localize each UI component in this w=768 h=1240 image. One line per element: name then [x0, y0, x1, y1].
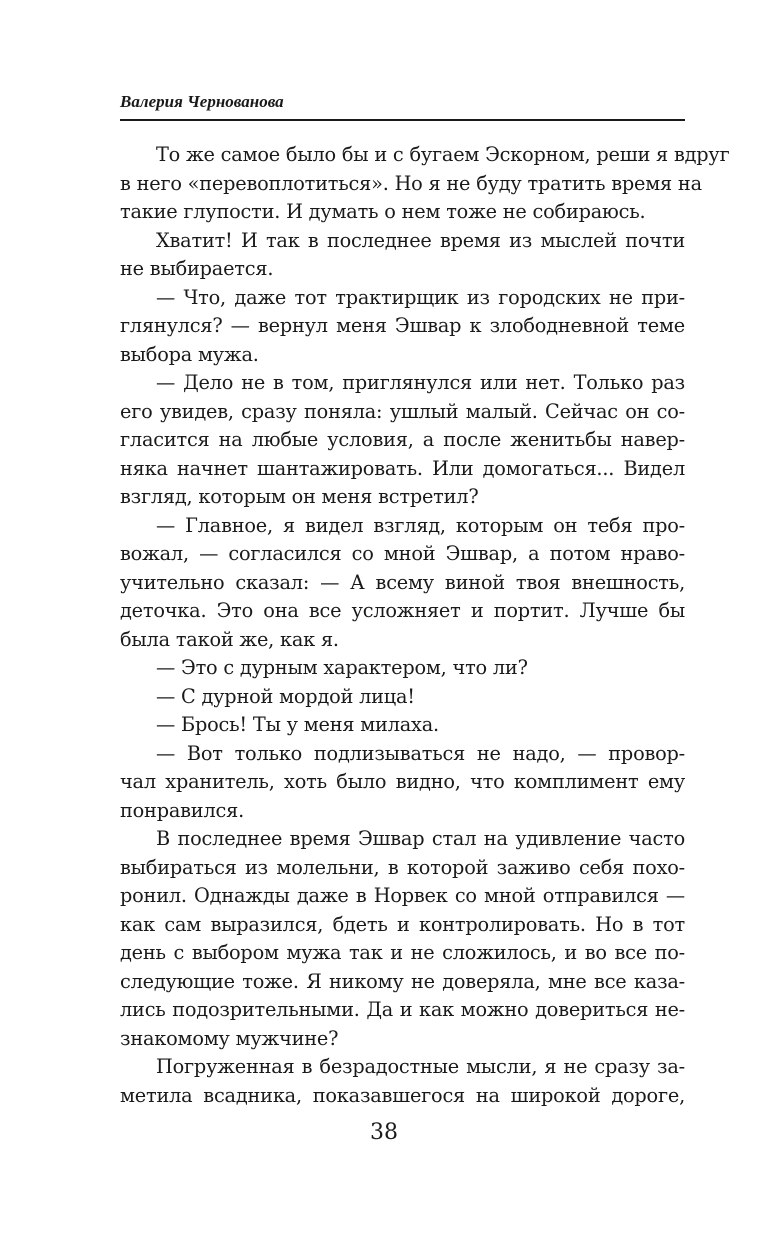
paragraph: [120, 1053, 685, 1110]
text-line: гласится на любые условия, а после женитьбы навер-: [120, 428, 685, 451]
text-line: в него «перевоплотиться». Но я не буду тратить время на: [120, 171, 702, 195]
text-line: В последнее время Эшвар стал на удивление часто: [156, 827, 685, 850]
text-line: глянулся? — вернул меня Эшвар к злободневной теме: [120, 314, 685, 337]
paragraph: [120, 284, 685, 370]
text-line: день с выбором мужа так и не сложилось, и во все по-: [120, 941, 685, 964]
text-line: Погруженная в безрадостные мысли, я не сразу за-: [156, 1055, 685, 1078]
text-line: — Что, даже тот трактирщик из городских не при-: [156, 285, 685, 309]
text-line: — Брось! Ты у меня милаха.: [156, 713, 439, 736]
text-line: лись подозрительными. Да и как можно довериться не-: [120, 998, 685, 1021]
text-line: метила всадника, показавшегося на широкой дороге,: [120, 1083, 685, 1107]
text-line: То же самое было бы и с бугаем Эскорном, реши я вдруг: [156, 143, 730, 166]
paragraph: [120, 654, 685, 683]
paragraph: [120, 369, 685, 512]
text-line: деточка. Это она все усложняет и портит. Лучше бы: [120, 599, 685, 622]
text-line: была такой же, как я.: [120, 627, 339, 651]
text-line: чал хранитель, хоть было видно, что комплимент ему: [120, 770, 685, 793]
text-line: его увидев, сразу поняла: ушлый малый. Сейчас он со-: [120, 399, 685, 423]
text-line: такие глупости. И думать о нем тоже не собираюсь.: [120, 200, 646, 223]
page-number: 38: [370, 1120, 398, 1145]
paragraph: [120, 227, 685, 284]
text-line: взгляд, которым он меня встретил?: [120, 485, 479, 508]
paragraph: [120, 141, 730, 227]
paragraph: [120, 683, 685, 712]
text-line: учительно сказал: — А всему виной твоя внешность,: [120, 570, 685, 594]
text-line: ронил. Однажды даже в Норвек со мной отправился —: [120, 884, 685, 907]
paragraph: [120, 740, 685, 826]
text-line: Хватит! И так в последнее время из мыслей почти: [156, 228, 685, 252]
body-text: [120, 141, 730, 1110]
header-rule: [120, 119, 685, 121]
text-line: — Это с дурным характером, что ли?: [156, 656, 528, 679]
text-line: няка начнет шантажировать. Или домогаться... Видел: [120, 456, 685, 480]
text-line: выбираться из молельни, в которой заживо себя похо-: [120, 855, 685, 879]
text-line: — Главное, я видел взгляд, которым он тебя про-: [156, 513, 685, 537]
paragraph: [120, 825, 685, 1053]
text-line: выбора мужа.: [120, 342, 259, 366]
text-line: знакомому мужчине?: [120, 1026, 339, 1050]
text-line: — Дело не в том, приглянулся или нет. Только раз: [156, 371, 685, 394]
text-line: — С дурной мордой лица!: [156, 684, 415, 708]
text-line: как сам выразился, бдеть и контролировать. Но в тот: [120, 912, 685, 936]
running-header-author: Валерия Чернованова: [120, 92, 284, 111]
text-line: — Вот только подлизываться не надо, — провор-: [156, 741, 685, 765]
text-line: понравился.: [120, 798, 244, 822]
paragraph: [120, 512, 685, 655]
text-line: не выбирается.: [120, 257, 274, 280]
paragraph: [120, 711, 685, 740]
text-line: вожал, — согласился со мной Эшвар, а потом нраво-: [120, 542, 685, 565]
text-line: следующие тоже. Я никому не доверяла, мне все каза-: [120, 969, 685, 993]
